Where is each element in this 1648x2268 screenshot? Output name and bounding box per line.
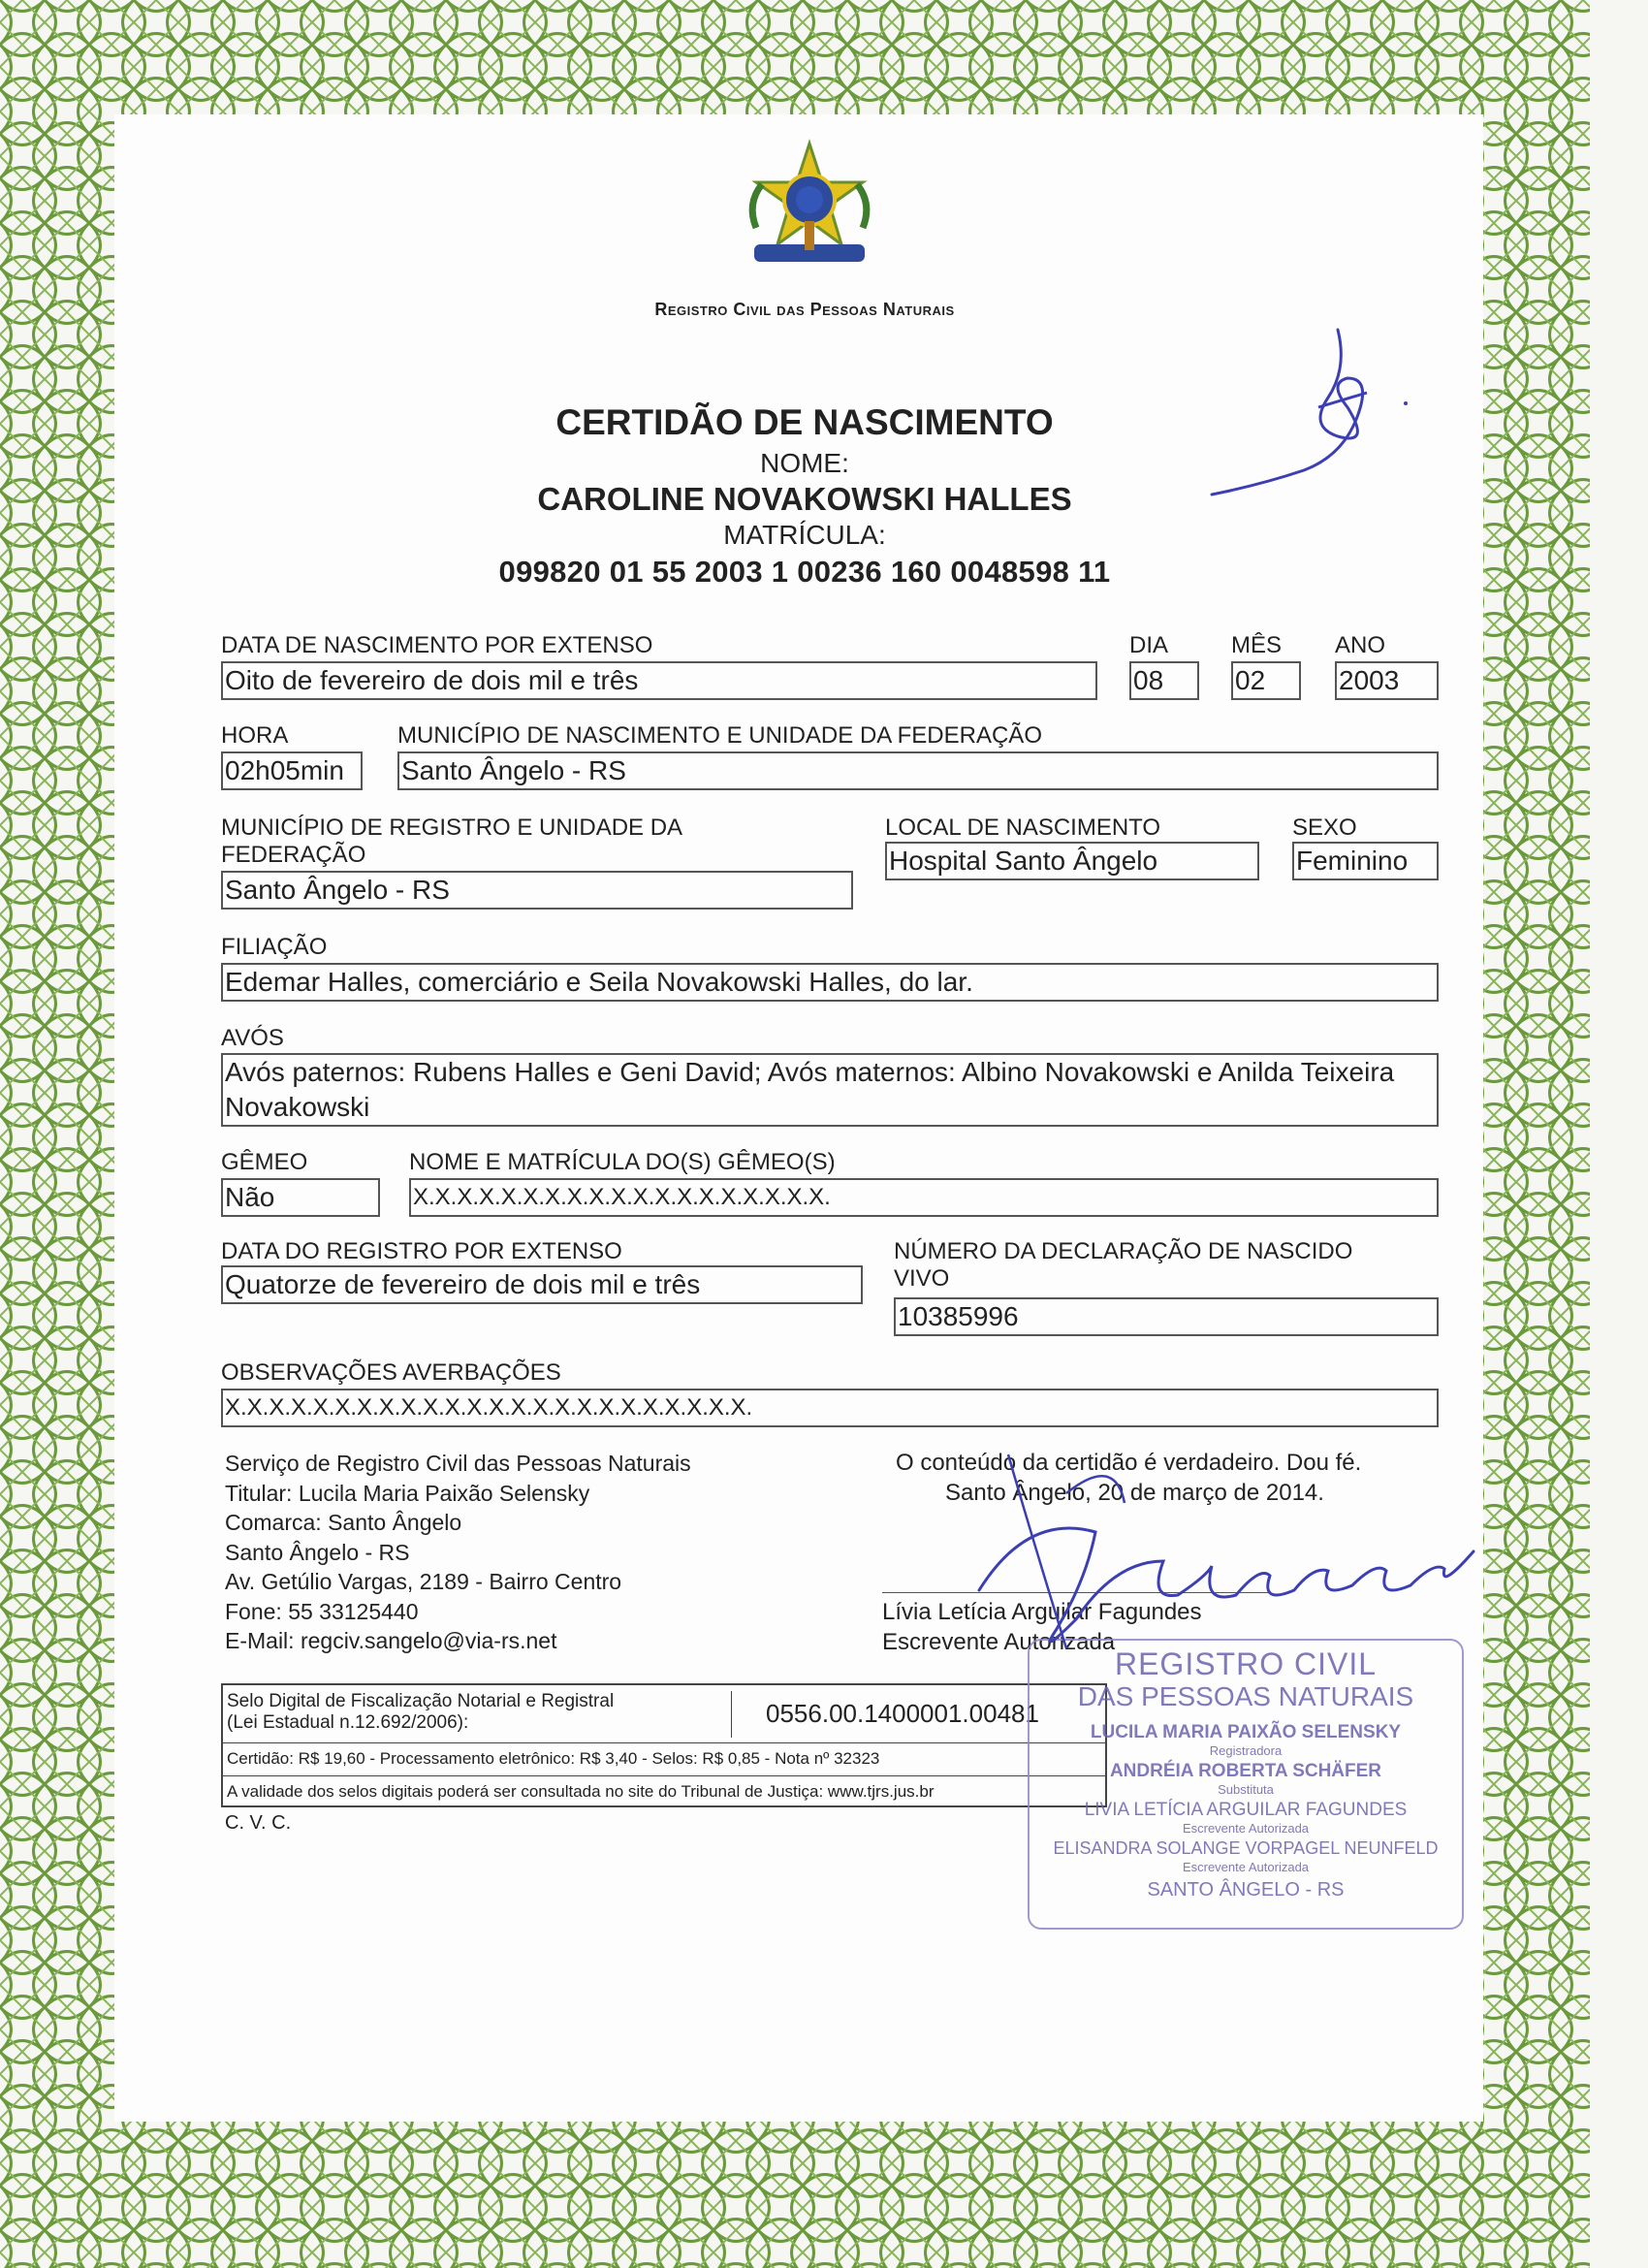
time-label: HORA — [221, 722, 289, 749]
seal-header-row — [223, 1685, 1105, 1743]
name-label: NOME: — [760, 448, 849, 478]
registration-date-field: Quatorze de fevereiro de dois mil e três — [221, 1265, 863, 1304]
seal-label-line: (Lei Estadual n.12.692/2006): — [227, 1712, 469, 1733]
time-field: 02h05min — [221, 751, 363, 790]
signer-name: Lívia Letícia Arguilar Fagundes — [882, 1599, 1202, 1625]
brazil-coat-of-arms-icon — [737, 136, 882, 281]
office-line: Av. Getúlio Vargas, 2189 - Bairro Centro — [225, 1569, 622, 1594]
seal-label-line: Selo Digital de Fiscalização Notarial e Registral — [227, 1691, 615, 1711]
seal-fees: Certidão: R$ 19,60 - Processamento eletrônico: R$ 3,40 - Selos: R$ 0,85 - Nota nº 32323 — [223, 1743, 1105, 1776]
matricula-label: MATRÍCULA: — [723, 520, 886, 550]
day-field: 08 — [1129, 661, 1199, 700]
registration-date-label: DATA DO REGISTRO POR EXTENSO — [221, 1238, 622, 1264]
office-info — [225, 1449, 807, 1656]
year-label: ANO — [1335, 632, 1386, 658]
twin-names-label: NOME E MATRÍCULA DO(S) GÊMEO(S) — [409, 1149, 836, 1175]
notes-field: X.X.X.X.X.X.X.X.X.X.X.X.X.X.X.X.X.X.X.X.X.X.X.X. — [221, 1389, 1439, 1427]
stamp-line: DAS PESSOAS NATURAIS — [1077, 1681, 1414, 1711]
twin-field: Não — [221, 1178, 380, 1217]
month-label: MÊS — [1231, 632, 1283, 658]
registry-header: Registro Civil das Pessoas Naturais — [654, 300, 955, 319]
grandparents-field: Avós paternos: Rubens Halles e Geni David; Avós maternos: Albino Novakowski e Anilda Teixeira Novakowski — [221, 1053, 1439, 1127]
digital-seal-table — [221, 1683, 1107, 1807]
stamp-line: Escrevente Autorizada — [1182, 1821, 1310, 1836]
seal-code: 0556.00.1400001.00481 — [766, 1699, 1039, 1728]
month-field: 02 — [1231, 661, 1301, 700]
stamp-line: ELISANDRA SOLANGE VORPAGEL NEUNFELD — [1053, 1838, 1439, 1858]
stamp-line: Registradora — [1209, 1743, 1283, 1758]
handwritten-signature-icon — [969, 1396, 1493, 1687]
seal-validity: A validade dos selos digitais poderá ser consultada no site do Tribunal de Justiça: www.tjrs.jus.br — [227, 1782, 935, 1801]
twin-label: GÊMEO — [221, 1149, 308, 1175]
registrant-name: CAROLINE NOVAKOWSKI HALLES — [537, 481, 1072, 517]
document-title: CERTIDÃO DE NASCIMENTO — [555, 402, 1054, 442]
office-line: Comarca: Santo Ângelo — [225, 1510, 462, 1535]
birth-place-label: LOCAL DE NASCIMENTO — [885, 815, 1161, 841]
stamp-line: ANDRÉIA ROBERTA SCHÄFER — [1109, 1761, 1382, 1781]
office-line: Serviço de Registro Civil das Pessoas Naturais — [225, 1451, 691, 1476]
signer-role: Escrevente Autorizada — [882, 1629, 1116, 1655]
office-line: E-Mail: regciv.sangelo@via-rs.net — [225, 1628, 557, 1653]
attestation-line-1: O conteúdo da certidão é verdadeiro. Dou fé. — [896, 1450, 1362, 1476]
initials-signature-icon — [1202, 310, 1425, 504]
registration-city-field: Santo Ângelo - RS — [221, 871, 853, 910]
live-birth-declaration-label: NÚMERO DA DECLARAÇÃO DE NASCIDO VIVO — [894, 1238, 1353, 1292]
birth-date-label: DATA DE NASCIMENTO POR EXTENSO — [221, 632, 653, 658]
office-line: Fone: 55 33125440 — [225, 1598, 419, 1624]
birth-city-label: MUNICÍPIO DE NASCIMENTO E UNIDADE DA FEDERAÇÃO — [397, 722, 1042, 749]
office-line: Santo Ângelo - RS — [225, 1539, 410, 1565]
birth-date-field: Oito de fevereiro de dois mil e três — [221, 661, 1097, 700]
year-field: 2003 — [1335, 661, 1439, 700]
day-label: DIA — [1129, 632, 1169, 658]
stamp-line: SANTO ÂNGELO - RS — [1147, 1879, 1345, 1901]
stamp-line: LIVIA LETÍCIA ARGUILAR FAGUNDES — [1084, 1800, 1408, 1820]
notes-label: OBSERVAÇÕES AVERBAÇÕES — [221, 1359, 561, 1386]
registration-city-label: MUNICÍPIO DE REGISTRO E UNIDADE DA FEDERAÇÃO — [221, 815, 681, 868]
stamp-line: REGISTRO CIVIL — [1114, 1646, 1378, 1681]
grandparents-label: AVÓS — [221, 1025, 284, 1051]
stamp-line: LUCILA MARIA PAIXÃO SELENSKY — [1090, 1722, 1402, 1742]
parents-label: FILIAÇÃO — [221, 934, 328, 960]
cvc-label: C. V. C. — [225, 1812, 292, 1834]
stamp-line: Escrevente Autorizada — [1182, 1860, 1310, 1874]
birth-place-field: Hospital Santo Ângelo — [885, 842, 1259, 880]
attestation-date: Santo Ângelo, 20 de março de 2014. — [945, 1480, 1324, 1506]
matricula-number: 099820 01 55 2003 1 00236 160 0048598 11 — [498, 555, 1111, 589]
sex-field: Feminino — [1292, 842, 1439, 880]
birth-city-field: Santo Ângelo - RS — [397, 751, 1439, 790]
stamp-line: Substituta — [1218, 1782, 1274, 1797]
parents-field: Edemar Halles, comerciário e Seila Novakowski Halles, do lar. — [221, 963, 1439, 1002]
sex-label: SEXO — [1292, 815, 1357, 841]
office-line: Titular: Lucila Maria Paixão Selensky — [225, 1480, 590, 1506]
seal-label-cell — [227, 1691, 732, 1738]
live-birth-declaration-field: 10385996 — [894, 1297, 1439, 1336]
twin-names-field: X.X.X.X.X.X.X.X.X.X.X.X.X.X.X.X.X.X.X. — [409, 1178, 1439, 1217]
